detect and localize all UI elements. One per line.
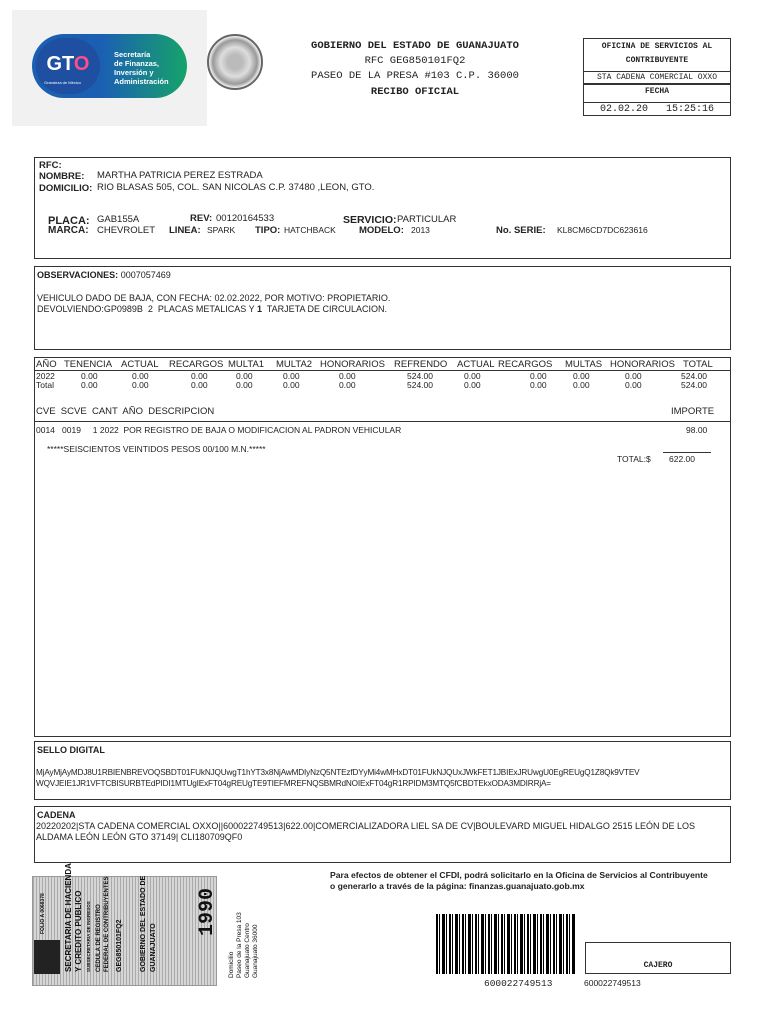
- observaciones-header: [37, 270, 171, 280]
- office-line-3: STA CADENA COMERCIAL OXXO: [584, 71, 730, 82]
- modelo-label: MODELO:: [359, 225, 404, 236]
- cajero-box: [585, 942, 731, 974]
- stamp-shcp-2: Y CREDITO PUBLICO: [74, 890, 83, 972]
- cell: Total: [36, 380, 54, 390]
- logo-text-line: Inversión y: [114, 68, 154, 77]
- sello-label: SELLO DIGITAL: [37, 745, 105, 755]
- state-seal-icon: [207, 34, 263, 90]
- cell: 0.00: [625, 380, 642, 390]
- cajero-number: 600022749513: [584, 978, 641, 988]
- col-header: HONORARIOS: [320, 359, 385, 370]
- detalle-anio: 2022: [99, 425, 119, 435]
- sello-digital-box: [34, 741, 731, 800]
- detalle-cve: 0014: [36, 425, 55, 435]
- importe-en-letra: *****SEISCIENTOS VEINTIDOS PESOS 00/100 M.N.*****: [47, 444, 266, 454]
- cfdi-note-line-1: Para efectos de obtener el CFDI, podrá solicitarlo en la Oficina de Servicios al Contribuyente: [330, 870, 708, 880]
- tipo-value: HATCHBACK: [284, 225, 336, 235]
- cell: 0.00: [339, 380, 356, 390]
- col-header: MULTAS: [565, 359, 603, 370]
- importe-header: IMPORTE: [671, 406, 715, 417]
- fecha-date: 02.02.20: [599, 104, 648, 115]
- fecha-time: 15:25:16: [666, 104, 715, 115]
- cadena-line-2: ALDAMA LEÓN LEÓN GTO 37149| CLI180709QF0: [36, 832, 243, 842]
- stamp-gob-1: GOBIERNO DEL ESTADO DE: [140, 875, 147, 972]
- total-label: TOTAL:$: [617, 454, 651, 464]
- observaciones-line-2: [37, 304, 387, 314]
- tipo-label: TIPO:: [255, 225, 281, 236]
- cell: 0.00: [191, 371, 208, 381]
- cell: 524.00: [407, 371, 433, 381]
- conceptos-box: [34, 357, 731, 737]
- fecha-label: FECHA: [644, 87, 669, 96]
- col-header: HONORARIOS: [610, 359, 675, 370]
- stamp-cedula-2: FEDERAL DE CONTRIBUYENTES: [104, 876, 110, 972]
- observaciones-label: OBSERVACIONES:: [37, 270, 119, 280]
- detalle-importe: 98.00: [686, 425, 708, 435]
- gto-logo-mark-text: GTO: [46, 53, 90, 75]
- col-header: TENENCIA: [64, 359, 113, 370]
- barcode-number: 600022749513: [484, 978, 553, 989]
- col-header: RECARGOS: [169, 359, 224, 370]
- placa-value: GAB155A: [97, 214, 140, 225]
- cell: 0.00: [339, 371, 356, 381]
- cfdi-note-line-2: o generarlo a través de la página: finanzas.guanajuato.gob.mx: [330, 881, 585, 891]
- serie-label: No. SERIE:: [496, 225, 546, 236]
- office-box: [583, 38, 731, 84]
- cell: 0.00: [464, 371, 481, 381]
- observaciones-number: 0007057469: [120, 270, 171, 280]
- domicilio-vert-4: Guanajuato 36000: [252, 924, 259, 978]
- nombre-value: MARTHA PATRICIA PEREZ ESTRADA: [97, 170, 263, 181]
- cell: 524.00: [681, 371, 707, 381]
- stamp-folio: [40, 893, 46, 934]
- government-address: PASEO DE LA PRESA #103 C.P. 36000: [311, 70, 519, 82]
- barcode-icon: [436, 914, 576, 974]
- cell: 0.00: [625, 371, 642, 381]
- cell: 0.00: [236, 371, 253, 381]
- cell: 0.00: [464, 380, 481, 390]
- cell: 0.00: [191, 380, 208, 390]
- modelo-value: 2013: [411, 225, 430, 235]
- cell: 0.00: [81, 371, 98, 381]
- cell: 2022: [36, 371, 55, 381]
- secretaria-logo-text: [114, 50, 186, 86]
- observaciones-count: 1: [256, 304, 262, 314]
- cell: 0.00: [530, 371, 547, 381]
- logo-text-line: de Finanzas,: [114, 59, 160, 68]
- detalle-cant: 1: [92, 425, 98, 435]
- servicio-value: PARTICULAR: [397, 214, 457, 225]
- domicilio-label: DOMICILIO:: [39, 183, 93, 194]
- marca-value: CHEVROLET: [97, 225, 156, 236]
- detalle-descripcion: POR REGISTRO DE BAJA O MODIFICACION AL PADRON VEHICULAR: [123, 425, 402, 435]
- col-header: MULTA1: [228, 359, 265, 370]
- cell: 524.00: [681, 380, 707, 390]
- stamp-year: 1990: [196, 887, 219, 936]
- col-header: MULTA2: [276, 359, 313, 370]
- gto-logo-mark: [36, 38, 100, 94]
- linea-value: SPARK: [207, 225, 236, 235]
- cell: 0.00: [573, 380, 590, 390]
- rfc-label: RFC:: [39, 160, 62, 171]
- servicio-label: SERVICIO:: [343, 214, 397, 226]
- stamp-shcp-3: SUBSECRETARIA DE INGRESOS: [86, 901, 91, 972]
- serie-value: KL8CM6CD7DC623616: [557, 225, 648, 235]
- detalle-row: [36, 425, 401, 435]
- observaciones-text: TARJETA DE CIRCULACION.: [261, 304, 387, 314]
- col-header: ACTUAL: [121, 359, 159, 370]
- office-line-2: CONTRIBUYENTE: [625, 56, 689, 65]
- contribuyente-box: [34, 157, 731, 259]
- cell: 0.00: [236, 380, 253, 390]
- domicilio-vert-1: Domicilio: [228, 951, 235, 978]
- cell: 0.00: [530, 380, 547, 390]
- receipt-title: RECIBO OFICIAL: [370, 86, 460, 98]
- observaciones-box: [34, 266, 731, 350]
- gto-logo-subtitle: Grandeza de México: [44, 80, 81, 85]
- cajero-label: CAJERO: [643, 961, 673, 970]
- observaciones-line-1: VEHICULO DADO DE BAJA, CON FECHA: 02.02.2022, POR MOTIVO: PROPIETARIO.: [37, 293, 391, 303]
- cadena-box: [34, 806, 731, 863]
- stamp-qr-icon: [34, 940, 60, 974]
- stamp-cedula-1: CEDULA DE REGISTRO: [96, 904, 102, 972]
- office-line-1: OFICINA DE SERVICIOS AL: [601, 42, 713, 51]
- government-title: GOBIERNO DEL ESTADO DE GUANAJUATO: [311, 40, 519, 52]
- total-divider: [663, 452, 711, 453]
- cell: 0.00: [132, 380, 149, 390]
- logo-text-line: Secretaría: [114, 50, 151, 59]
- col-header: TOTAL: [683, 359, 713, 370]
- domicilio-value: RIO BLASAS 505, COL. SAN NICOLAS C.P. 37480 ,LEON, GTO.: [97, 182, 375, 193]
- cell: 0.00: [283, 371, 300, 381]
- rev-value: 00120164533: [216, 213, 275, 224]
- placa-label: PLACA:: [48, 215, 90, 227]
- col-header: RECARGOS: [498, 359, 553, 370]
- cell: 524.00: [407, 380, 433, 390]
- fecha-box: [583, 84, 731, 116]
- nombre-label: NOMBRE:: [39, 171, 85, 182]
- detalle-headers: CVE SCVE CANT AÑO DESCRIPCION: [36, 406, 215, 417]
- rev-label: REV:: [190, 213, 213, 224]
- stamp-rfc: GEG850101FQ2: [116, 919, 123, 972]
- marca-label: MARCA:: [48, 225, 89, 236]
- cadena-line-1: 20220202|STA CADENA COMERCIAL OXXO||600022749513|622.00|COMERCIALIZADORA LIEL SA DE CV|BOULEVARD MIGUEL HIDALGO 2515 LEÓN DE LOS: [36, 821, 695, 831]
- cell: 0.00: [132, 371, 149, 381]
- stamp-folio-number: A 0068378: [40, 893, 46, 918]
- domicilio-vert-2: Paseo de la Presa 103: [236, 912, 243, 978]
- domicilio-vert-3: Guanajuato Centro: [244, 923, 251, 978]
- logo-o-letter: O: [73, 53, 90, 75]
- government-rfc: RFC GEG850101FQ2: [364, 55, 466, 67]
- detalle-scve: 0019: [62, 425, 81, 435]
- observaciones-text: DEVOLVIENDO:GP0989B 2 PLACAS METALICAS Y: [37, 304, 257, 314]
- col-header: ACTUAL: [457, 359, 495, 370]
- cell: 0.00: [283, 380, 300, 390]
- logo-text-line: Administración: [114, 77, 169, 86]
- fecha-value: [584, 102, 730, 115]
- cell: 0.00: [573, 371, 590, 381]
- stamp-gob-2: GUANAJUATO: [150, 923, 157, 972]
- col-header: AÑO: [36, 359, 57, 370]
- sello-line-2: WQVJEIE1JR1VFTCBISURBTEdPIDI1MTUgIExFT04gREUgTE9TIEFMREFNQSBMRdNOIExFT04gR1RPIDM3MTQ5fCBDTEkxODA3MDIRRjA=: [36, 779, 551, 788]
- stamp-folio-label: FOLIO: [40, 918, 46, 934]
- cell: 0.00: [81, 380, 98, 390]
- stamp-shcp-1: SECRETARIA DE HACIENDA: [64, 863, 73, 972]
- total-value: 622.00: [669, 454, 695, 464]
- sello-line-1: MjAyMjAyMDJ8U1RBIENBREVOQSBDT01FUkNJQUwgT1hYT3x8NjAwMDIyNzQ5NTEzfDYyMi4wMHxDT01FUkNJQUxJWkFET1JBIExJRUwgU0EgREUgQ1Z8Qk9VTEV: [36, 768, 640, 777]
- cadena-label: CADENA: [37, 810, 76, 820]
- linea-label: LINEA:: [169, 225, 201, 236]
- col-header: REFRENDO: [394, 359, 448, 370]
- detalle-divider: [35, 421, 730, 422]
